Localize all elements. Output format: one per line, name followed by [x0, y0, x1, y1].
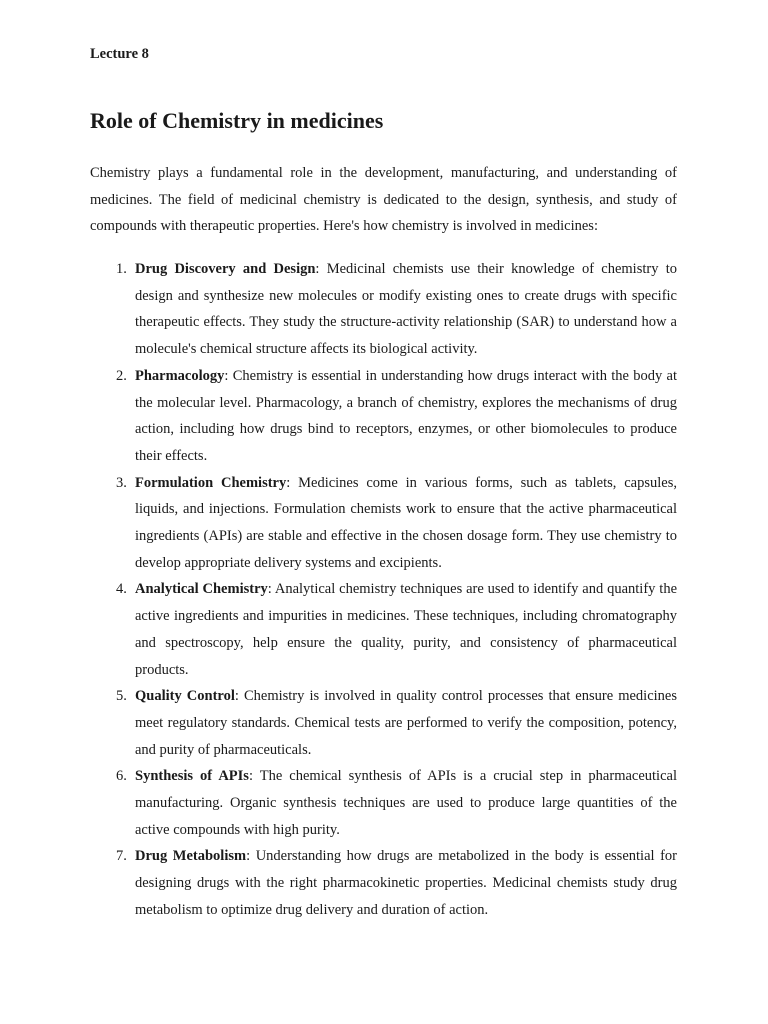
list-item-term: Quality Control — [135, 688, 235, 705]
list-item — [90, 763, 677, 843]
list-item-number: 1. — [116, 261, 127, 277]
list-item-text: : Medicines come in various forms, such as tablets, capsules, liquids, and injections. Formulation chemists work to ensure that the active pharmaceutical ingredients (APIs) are stable and effective in the chosen dosage form. They use chemistry to develop appropriate delivery systems and excipients. — [135, 474, 677, 571]
list-item-term: Pharmacology — [135, 367, 225, 384]
list-item-number: 2. — [116, 367, 127, 384]
list-item-term: Synthesis of APIs — [135, 768, 249, 785]
list-item-number: 4. — [116, 581, 127, 598]
list-item-text: : Understanding how drugs are metabolized in the body is essential for designing drugs with the right pharmacokinetic properties. Medicinal chemists study drug metabolism to optimize drug delivery and duration of action. — [135, 848, 678, 918]
list-item-text: : Chemistry is involved in quality control processes that ensure medicines meet regulatory standards. Chemical tests are performed to verify the composition, potency, and purity of pharmaceuticals. — [135, 688, 678, 758]
list-item — [90, 576, 677, 683]
list-item-number: 6. — [116, 768, 127, 785]
list-item-term: Analytical Chemistry — [135, 581, 268, 598]
list-item-term: Drug Metabolism — [135, 848, 247, 865]
list-item-text: : Analytical chemistry techniques are used to identify and quantify the active ingredients and impurities in medicines. These techniques, including chromatography and spectroscopy, help ensure the quality, purity, and consistency of pharmaceutical products. — [135, 581, 678, 678]
list-item-term: Formulation Chemistry — [135, 474, 287, 491]
list-item-number: 3. — [116, 474, 127, 491]
lecture-label: Lecture 8 — [90, 46, 149, 62]
list-item-term: Drug Discovery and Design — [135, 261, 316, 277]
list-item — [90, 256, 677, 363]
list-item-text: : Chemistry is essential in understanding how drugs interact with the body at the molecular level. Pharmacology, a branch of chemistry, explores the mechanisms of drug action, including how drugs bind to receptors, enzymes, or other biomolecules to produce their effects. — [135, 367, 677, 464]
list-item — [90, 843, 677, 923]
numbered-list — [90, 256, 677, 924]
list-item-number: 5. — [116, 688, 127, 705]
list-item — [90, 470, 677, 577]
page-title: Role of Chemistry in medicines — [90, 108, 384, 133]
list-item-text: : Medicinal chemists use their knowledge of chemistry to design and synthesize new molecules or modify existing ones to create drugs with specific therapeutic effects. They study the structure-activity relationship (SAR) to understand how a molecule's chemical structure affects its biological activity. — [135, 261, 677, 358]
list-item-text: : The chemical synthesis of APIs is a crucial step in pharmaceutical manufacturing. Organic synthesis techniques are used to produce large quantities of the active compounds with high purity. — [135, 768, 677, 838]
list-item-number: 7. — [116, 848, 127, 865]
intro-paragraph: Chemistry plays a fundamental role in the development, manufacturing, and understanding of medicines. The field of medicinal chemistry is dedicated to the design, synthesis, and study of compounds with therapeutic properties. Here's how chemistry is involved in medicines: — [90, 165, 677, 235]
list-item — [90, 683, 677, 763]
list-item — [90, 363, 677, 470]
